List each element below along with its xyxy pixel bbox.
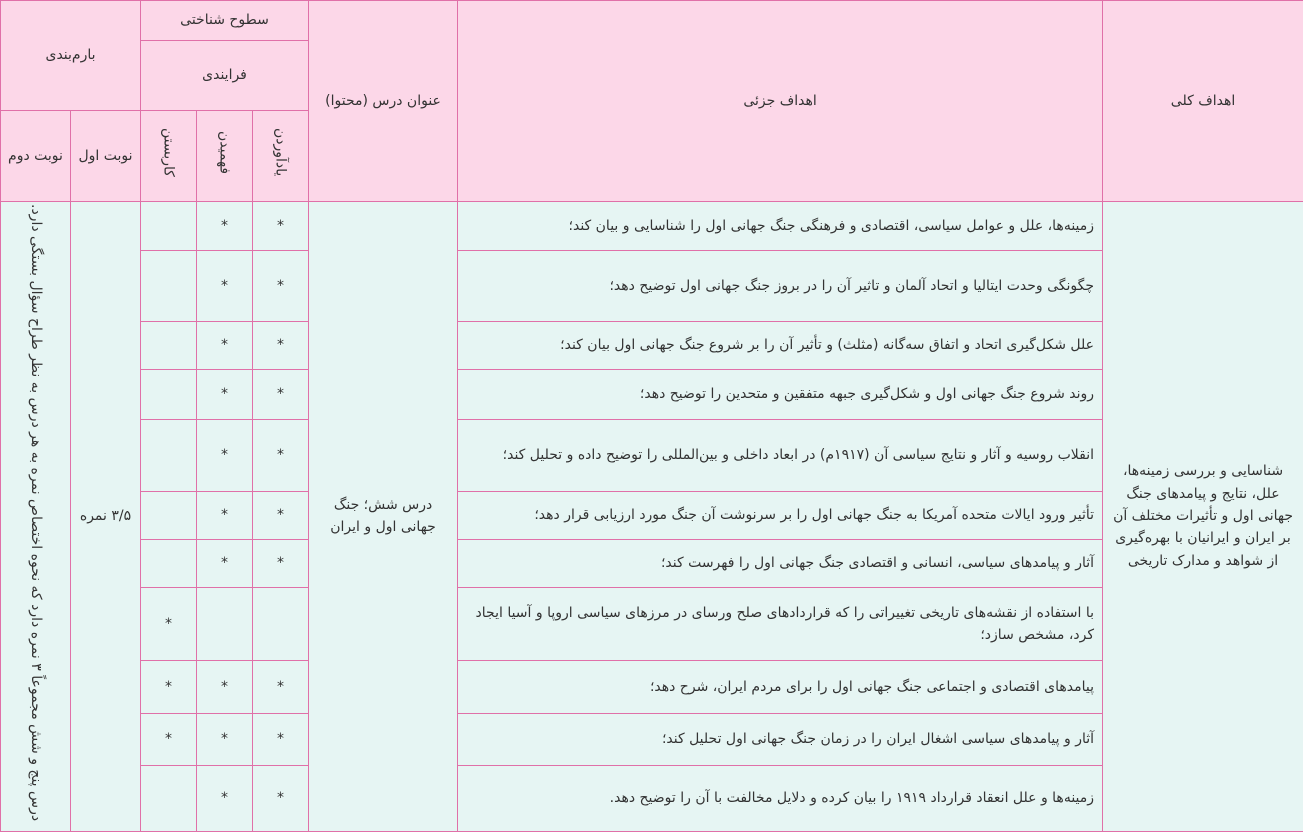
header-second-term: نوبت دوم	[1, 111, 71, 202]
general-goal-cell: شناسایی و بررسی زمینه‌ها، علل، نتایج و پیامدهای جنگ جهانی اول و تأثیرات مختلف آن بر ایران و ایرانیان با بهره‌گیری از شواهد و مدارک تاریخی	[1103, 202, 1303, 832]
recall-mark: *	[253, 370, 309, 419]
lesson-title-cell: درس شش؛ جنگ جهانی اول و ایران	[309, 202, 458, 832]
header-cognitive-levels: سطوح شناختی	[141, 1, 309, 41]
objective-text: علل شکل‌گیری اتحاد و اتفاق سه‌گانه (مثلث) و تأثیر آن را بر شروع جنگ جهانی اول بیان کند؛	[458, 321, 1103, 369]
header-first-term: نوبت اول	[71, 111, 141, 202]
recall-mark: *	[253, 419, 309, 492]
objective-text: چگونگی وحدت ایتالیا و اتحاد آلمان و تاثیر آن را در بروز جنگ جهانی اول توضیح دهد؛	[458, 251, 1103, 321]
objective-text: با استفاده از نقشه‌های تاریخی تغییراتی را که قراردادهای صلح ورسای در مرزهای سیاسی اروپا و آسیا ایجاد کرد، مشخص سازد؛	[458, 587, 1103, 661]
understand-mark: *	[197, 321, 253, 369]
recall-mark: *	[253, 251, 309, 321]
objective-text: تأثیر ورود ایالات متحده آمریکا به جنگ جهانی اول را بر سرنوشت آن جنگ مورد ارزیابی قرار دهد؛	[458, 492, 1103, 540]
recall-mark: *	[253, 713, 309, 766]
understand-mark	[197, 587, 253, 661]
header-grading: بارم‌بندی	[1, 1, 141, 111]
objective-text: انقلاب روسیه و آثار و نتایج سیاسی آن (۱۹۱۷م) در ابعاد داخلی و بین‌المللی را توضیح داده و تحلیل کند؛	[458, 419, 1103, 492]
header-recall: یادآوردن	[253, 111, 309, 202]
understand-mark: *	[197, 713, 253, 766]
header-process: فرایندی	[141, 41, 309, 111]
recall-mark	[253, 587, 309, 661]
header-apply: کاربستن	[141, 111, 197, 202]
apply-mark	[141, 492, 197, 540]
header-lesson-title: عنوان درس (محتوا)	[309, 1, 458, 202]
recall-mark: *	[253, 766, 309, 831]
recall-mark: *	[253, 202, 309, 251]
understand-mark: *	[197, 766, 253, 831]
header-partial-goals: اهداف جزئی	[458, 1, 1103, 202]
second-term-note: درس پنج و شش مجموعاً ۳ نمره دارد که نحوه اختصاص نمره به هر درس به نظر طراح سؤال بستگی دارد.	[28, 204, 44, 822]
apply-mark	[141, 251, 197, 321]
recall-mark: *	[253, 492, 309, 540]
objective-text: پیامدهای اقتصادی و اجتماعی جنگ جهانی اول را برای مردم ایران، شرح دهد؛	[458, 661, 1103, 714]
apply-mark	[141, 766, 197, 831]
apply-mark	[141, 370, 197, 419]
objective-text: زمینه‌ها و علل انعقاد قرارداد ۱۹۱۹ را بیان کرده و دلایل مخالفت با آن را توضیح دهد.	[458, 766, 1103, 831]
recall-mark: *	[253, 661, 309, 714]
second-term-note-cell	[1, 202, 71, 832]
understand-mark: *	[197, 202, 253, 251]
apply-mark: *	[141, 587, 197, 661]
understand-mark: *	[197, 661, 253, 714]
apply-mark	[141, 321, 197, 369]
first-term-score: ۳/۵ نمره	[71, 202, 141, 832]
understand-mark: *	[197, 251, 253, 321]
objective-text: آثار و پیامدهای سیاسی، انسانی و اقتصادی جنگ جهانی اول را فهرست کند؛	[458, 540, 1103, 587]
understand-mark: *	[197, 492, 253, 540]
objective-text: روند شروع جنگ جهانی اول و شکل‌گیری جبهه متفقین و متحدین را توضیح دهد؛	[458, 370, 1103, 419]
apply-mark	[141, 202, 197, 251]
understand-mark: *	[197, 419, 253, 492]
apply-mark	[141, 419, 197, 492]
understand-mark: *	[197, 370, 253, 419]
recall-mark: *	[253, 321, 309, 369]
apply-mark: *	[141, 661, 197, 714]
apply-mark	[141, 540, 197, 587]
objective-text: زمینه‌ها، علل و عوامل سیاسی، اقتصادی و فرهنگی جنگ جهانی اول را شناسایی و بیان کند؛	[458, 202, 1103, 251]
header-general-goals: اهداف کلی	[1103, 1, 1303, 202]
header-understand: فهمیدن	[197, 111, 253, 202]
apply-mark: *	[141, 713, 197, 766]
understand-mark: *	[197, 540, 253, 587]
recall-mark: *	[253, 540, 309, 587]
objective-text: آثار و پیامدهای سیاسی اشغال ایران را در زمان جنگ جهانی اول تحلیل کند؛	[458, 713, 1103, 766]
